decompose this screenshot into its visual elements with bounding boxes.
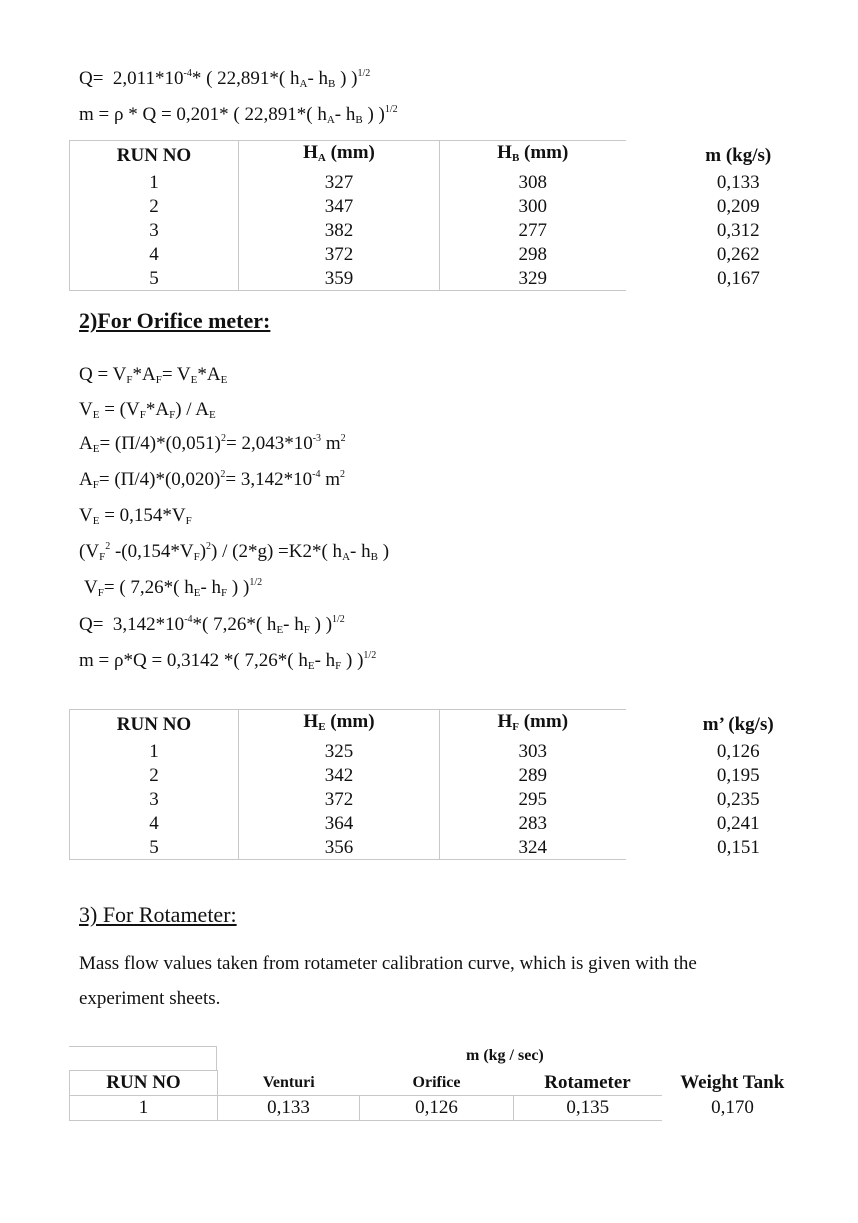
table-row: 5 356 324 0,151 (70, 835, 852, 860)
venturi-table (69, 140, 852, 291)
summary-header-orifice: Orifice (360, 1071, 514, 1096)
summary-group-header: m (kg / sec) (466, 1047, 544, 1064)
summary-header-run-no: RUN NO (70, 1071, 218, 1096)
table-row: 4 372 298 0,262 (70, 242, 852, 266)
header-hf: $H_F$ (mm) (440, 710, 626, 740)
header-ha: $H_A$ (mm) (239, 141, 440, 171)
summary-header-venturi: Venturi (218, 1071, 360, 1096)
summary-header-weight-tank: Weight Tank (680, 1072, 785, 1093)
rotameter-heading: 3) For Rotameter: (79, 902, 237, 927)
orifice-equation-1: $Q = V_F*A_F= V_E*A_E$ (79, 364, 228, 386)
summary-table (69, 1070, 804, 1121)
header-m: m (kg/s) (705, 144, 772, 166)
table-row: 3 372 295 0,235 (70, 787, 852, 811)
orifice-heading: 2)For Orifice meter: (79, 308, 271, 333)
table-row: 2 347 300 0,209 (70, 194, 852, 218)
rotameter-paragraph-line-1: Mass flow values taken from rotameter calibration curve, which is given with the (79, 953, 697, 974)
venturi-m-equation: m = ρ * Q = 0,201* ( 22,891*( $h_A-$ $h_B$ ) )$^{1/2}$ (79, 104, 398, 126)
orifice-equation-7: $V_F=$ ( 7,26*( $h_E-$ $h_F$ ) )$^{1/2}$ (84, 577, 263, 599)
summary-header-row (70, 1071, 804, 1096)
table-row: 1 325 303 0,126 (70, 739, 852, 763)
table-row: 5 359 329 0,167 (70, 266, 852, 291)
venturi-q-equation: $Q= 2,011*10^{-4}*$ ( 22,891*( $h_A-$ $h_B$ ) )$^{1/2}$ (79, 68, 371, 90)
summary-row: 1 0,133 0,126 0,135 0,170 (70, 1096, 804, 1121)
orifice-equation-2: $V_E = (V_F*A_F) / A_E$ (79, 399, 216, 421)
orifice-equation-3: $A_E= (\Pi/4)*(0,051)^2= 2,043*10^{-3}$ $m^2$ (79, 433, 346, 455)
header-hb: $H_B$ (mm) (440, 141, 626, 171)
table-row: 4 364 283 0,241 (70, 811, 852, 835)
table-row: 2 342 289 0,195 (70, 763, 852, 787)
summary-table-divider (216, 1046, 217, 1070)
orifice-equation-6: ($V_F^2$ $-(0,154*V_F)^2) / (2*g) =K2*$( $h_A-$ $h_B$ ) (79, 541, 390, 563)
header-run-no: RUN NO (70, 710, 239, 740)
table-row: 3 382 277 0,312 (70, 218, 852, 242)
orifice-equation-8: $Q= 3,142*10^{-4}*$( 7,26*( $h_E-$ $h_F$ ) )$^{1/2}$ (79, 614, 345, 636)
rotameter-paragraph-line-2: experiment sheets. (79, 988, 221, 1009)
orifice-equation-4: $A_F= (\Pi/4)*(0,020)^2= 3,142*10^{-4}$ $m^2$ (79, 469, 345, 491)
orifice-equation-9: m = ρ*Q = 0,3142 *( 7,26*( $h_E-$ $h_F$ ) )$^{1/2}$ (79, 650, 377, 672)
summary-header-rotameter: Rotameter (514, 1071, 662, 1096)
table-header-row (70, 710, 852, 740)
header-m-prime: m’ (kg/s) (702, 713, 774, 735)
orifice-equation-5: $V_E = 0,154*V_F$ (79, 505, 192, 527)
summary-table-top-rule (69, 1046, 216, 1047)
header-he: $H_E$ (mm) (239, 710, 440, 740)
orifice-table (69, 709, 852, 860)
table-header-row (70, 141, 852, 171)
header-run-no: RUN NO (70, 141, 239, 171)
table-row: 1 327 308 0,133 (70, 170, 852, 194)
